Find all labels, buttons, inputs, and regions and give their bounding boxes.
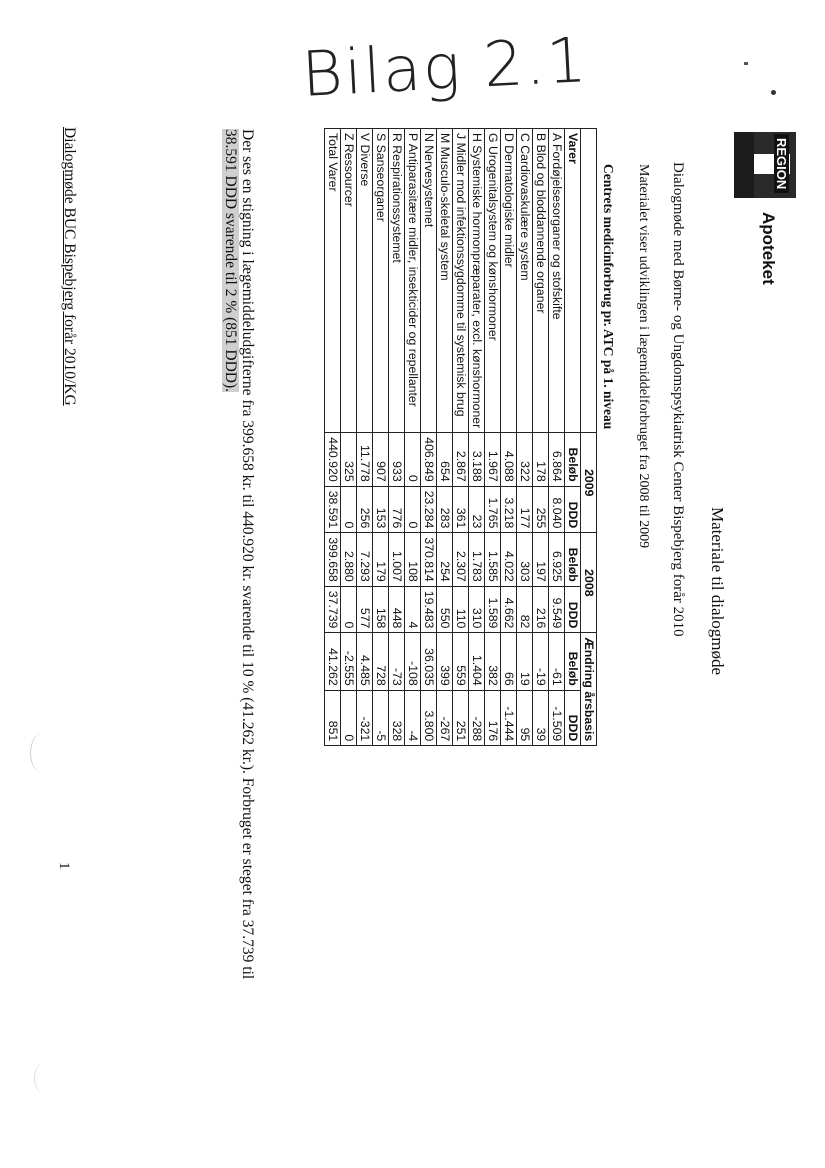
scan-mark <box>30 733 55 773</box>
table-row <box>405 129 421 746</box>
row-label: R Respirationssystemet <box>389 129 405 433</box>
row-value: -73 <box>389 633 405 690</box>
row-value: 177 <box>517 486 533 533</box>
footer-text: Dialogmøde BUC Bispebjerg forår 2010/KG <box>61 127 78 406</box>
handwritten-note: Bilag 2.1 <box>300 23 590 111</box>
row-value: 4 <box>405 586 421 633</box>
table-row <box>533 129 549 746</box>
row-value: 82 <box>517 586 533 633</box>
row-value: 178 <box>533 433 549 486</box>
row-value: 1.007 <box>389 533 405 586</box>
row-label: G Urogenitalsystem og kønshormoner <box>485 129 501 433</box>
row-value: 382 <box>485 633 501 690</box>
row-label: B Blod og bloddannende organer <box>533 129 549 433</box>
row-value: 303 <box>517 533 533 586</box>
row-value: 197 <box>533 533 549 586</box>
row-label: H Systemiske hormonpræparater, excl. kønshormoner <box>469 129 485 433</box>
page-title: Materiale til dialogmøde <box>708 507 727 676</box>
row-value: 9.549 <box>549 586 565 633</box>
row-value: 3.218 <box>501 486 517 533</box>
year-2008-header: 2008 <box>581 533 597 633</box>
row-value: 4.022 <box>501 533 517 586</box>
atc-table <box>324 128 597 746</box>
table-row <box>341 129 357 746</box>
row-value: 399 <box>437 633 453 690</box>
row-value: -267 <box>437 690 453 746</box>
table-row <box>421 129 437 746</box>
row-value: 933 <box>389 433 405 486</box>
row-value: 1.783 <box>469 533 485 586</box>
row-value: 6.925 <box>549 533 565 586</box>
row-value: 654 <box>437 433 453 486</box>
org-name: Apoteket <box>759 212 778 285</box>
row-value: -4 <box>405 690 421 746</box>
row-value: 110 <box>453 586 469 633</box>
year-2009-header: 2009 <box>581 433 597 533</box>
change-header: Ændring årsbasis <box>581 633 597 746</box>
row-label: C Cardiovaskulære system <box>517 129 533 433</box>
row-value: 399.658 <box>325 533 341 586</box>
blank-header <box>581 129 597 433</box>
row-label: J Midler mod infektionssygdomme til systemisk brug <box>453 129 469 433</box>
row-value: 1.585 <box>485 533 501 586</box>
page-number: 1 <box>56 862 72 870</box>
row-value: 23.284 <box>421 486 437 533</box>
row-value: 11.778 <box>357 433 373 486</box>
row-value: -1.509 <box>549 690 565 746</box>
intro-text: Materialet viser udviklingen i lægemiddelforbruget fra 2008 til 2009 <box>636 164 651 549</box>
row-value: 41.262 <box>325 633 341 690</box>
table-row <box>389 129 405 746</box>
row-value: -61 <box>549 633 565 690</box>
subtitle: Dialogmøde med Børne- og Ungdomspsykiatrisk Center Bispebjerg forår 2010 <box>670 162 686 637</box>
row-value: 851 <box>325 690 341 746</box>
row-label: Z Ressourcer <box>341 129 357 433</box>
row-value: 7.293 <box>357 533 373 586</box>
row-value: 23 <box>469 486 485 533</box>
col-ddd-2009: DDD <box>565 486 581 533</box>
row-value: 0 <box>341 690 357 746</box>
row-value: 328 <box>389 690 405 746</box>
col-belob-2009: Beløb <box>565 433 581 486</box>
table-row <box>469 129 485 746</box>
region-label: REGION <box>774 134 789 193</box>
row-value: 907 <box>373 433 389 486</box>
row-value: 310 <box>469 586 485 633</box>
row-value: 361 <box>453 486 469 533</box>
row-value: 322 <box>517 433 533 486</box>
row-value: 4.662 <box>501 586 517 633</box>
table-row <box>357 129 373 746</box>
row-value: 325 <box>341 433 357 486</box>
row-value: 38.591 <box>325 486 341 533</box>
row-value: 19.483 <box>421 586 437 633</box>
table-row <box>373 129 389 746</box>
row-value: 448 <box>389 586 405 633</box>
speck <box>744 62 748 65</box>
row-value: 3.800 <box>421 690 437 746</box>
row-value: 37.739 <box>325 586 341 633</box>
table-row <box>437 129 453 746</box>
row-label: S Sanseorganer <box>373 129 389 433</box>
row-value: 0 <box>341 486 357 533</box>
row-value: 158 <box>373 586 389 633</box>
row-value: 550 <box>437 586 453 633</box>
row-value: 256 <box>357 486 373 533</box>
row-value: 0 <box>405 433 421 486</box>
row-value: 36.035 <box>421 633 437 690</box>
row-value: -288 <box>469 690 485 746</box>
scan-mark <box>34 1063 53 1093</box>
row-value: 6.864 <box>549 433 565 486</box>
row-value: 406.849 <box>421 433 437 486</box>
row-value: 39 <box>533 690 549 746</box>
row-value: 1.765 <box>485 486 501 533</box>
row-value: 176 <box>485 690 501 746</box>
row-value: -321 <box>357 690 373 746</box>
row-value: 1.404 <box>469 633 485 690</box>
row-value: 370.814 <box>421 533 437 586</box>
col-ddd-2008: DDD <box>565 586 581 633</box>
row-value: 728 <box>373 633 389 690</box>
row-value: 254 <box>437 533 453 586</box>
row-value: 2.880 <box>341 533 357 586</box>
row-label: A Fordøjelsesorganer og stofskifte <box>549 129 565 433</box>
row-value: 4.088 <box>501 433 517 486</box>
row-value: 1.967 <box>485 433 501 486</box>
summary-line-2: 38.591 DDD svarende til 2 % (851 DDD). <box>222 129 239 393</box>
row-value: 179 <box>373 533 389 586</box>
table-row <box>517 129 533 746</box>
table-row <box>453 129 469 746</box>
row-value: 3.188 <box>469 433 485 486</box>
row-label: Total Varer <box>325 129 341 433</box>
row-value: -19 <box>533 633 549 690</box>
row-label: P Antiparasitære midler, insekticider og repellanter <box>405 129 421 433</box>
row-value: 283 <box>437 486 453 533</box>
row-value: 2.307 <box>453 533 469 586</box>
row-value: 0 <box>341 586 357 633</box>
row-value: 0 <box>405 486 421 533</box>
table-row <box>325 129 341 746</box>
row-value: 4.485 <box>357 633 373 690</box>
col-belob-change: Beløb <box>565 633 581 690</box>
row-value: 255 <box>533 486 549 533</box>
row-value: 8.040 <box>549 486 565 533</box>
row-value: 153 <box>373 486 389 533</box>
table-caption: Centrets medicinforbrug pr. ATC på 1. niveau <box>601 164 616 430</box>
row-label: M Musculo-skeletal system <box>437 129 453 433</box>
summary-line-1: Der ses en stigning i lægemiddeludgifterne fra 399.658 kr. til 440.920 kr. svarende til 10 % (41.262 kr.). Forbruget er steget fra 37.739 til <box>239 129 256 980</box>
row-value: 1.589 <box>485 586 501 633</box>
table-row <box>549 129 565 746</box>
row-value: 776 <box>389 486 405 533</box>
speck <box>771 90 776 95</box>
row-value: 95 <box>517 690 533 746</box>
row-value: 108 <box>405 533 421 586</box>
row-value: 440.920 <box>325 433 341 486</box>
row-value: -108 <box>405 633 421 690</box>
col-ddd-change: DDD <box>565 690 581 746</box>
table-row <box>501 129 517 746</box>
row-value: 251 <box>453 690 469 746</box>
row-label: V Diverse <box>357 129 373 433</box>
row-label: N Nervesystemet <box>421 129 437 433</box>
table-body <box>325 129 565 746</box>
row-value: 577 <box>357 586 373 633</box>
region-logo <box>734 132 796 198</box>
row-value: 559 <box>453 633 469 690</box>
row-label: D Dermatologiske midler <box>501 129 517 433</box>
group-header-row <box>581 129 597 746</box>
column-header-row <box>565 129 581 746</box>
col-varer: Varer <box>565 129 581 433</box>
row-value: 19 <box>517 633 533 690</box>
table-row <box>485 129 501 746</box>
row-value: -1.444 <box>501 690 517 746</box>
row-value: -5 <box>373 690 389 746</box>
row-value: 66 <box>501 633 517 690</box>
row-value: 2.867 <box>453 433 469 486</box>
row-value: -2.555 <box>341 633 357 690</box>
col-belob-2008: Beløb <box>565 533 581 586</box>
row-value: 216 <box>533 586 549 633</box>
